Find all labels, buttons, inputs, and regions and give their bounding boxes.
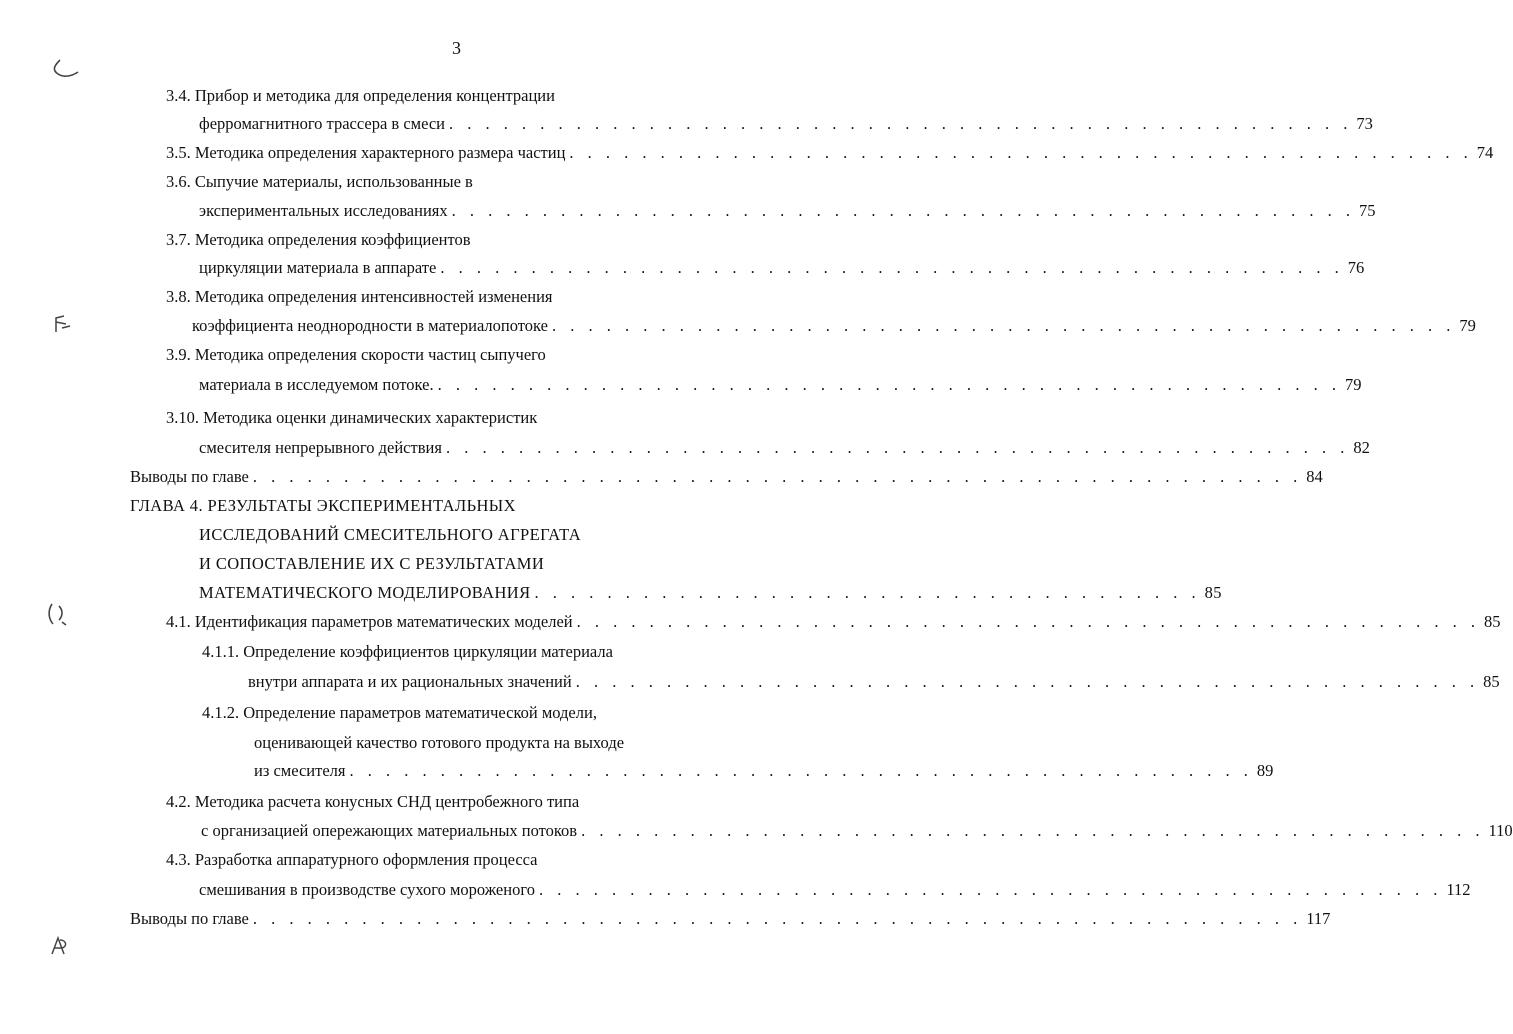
toc-entry-3-5[interactable] <box>166 143 1494 163</box>
toc-page-number: 73 <box>1356 114 1373 133</box>
toc-entry-label: внутри аппарата и их рациональных значений <box>248 672 572 691</box>
toc-entry-3-8-title: 3.8. Методика определения интенсивностей изменения <box>166 287 553 306</box>
toc-entry-label: экспериментальных исследованиях <box>199 201 448 220</box>
toc-entry-3-9-title: 3.9. Методика определения скорости частиц сыпучего <box>166 345 546 364</box>
dot-leader: . . . . . . . . . . . . . . . . . . . . . . . . . . . . . . . . . . . . . . . . . . . . . . . . . . <box>569 143 1473 162</box>
scan-artifact-mark <box>44 600 70 628</box>
toc-entry-4-3[interactable] <box>199 880 1471 900</box>
toc-page-number: 79 <box>1344 375 1362 394</box>
toc-page-number: 82 <box>1353 438 1370 457</box>
chapter-4-heading-line-1: ГЛАВА 4. РЕЗУЛЬТАТЫ ЭКСПЕРИМЕНТАЛЬНЫХ <box>130 496 516 515</box>
toc-entry-label: 4.1. Идентификация параметров математических моделей <box>166 612 573 631</box>
scan-artifact-mark <box>46 56 82 84</box>
dot-leader: . . . . . . . . . . . . . . . . . . . . . . . . . . . . . . . . . . . . . . . . . . . . . . . . . . <box>448 114 1353 133</box>
dot-leader: . . . . . . . . . . . . . . . . . . . . . . . . . . . . . . . . . . . . . . . . . . . . . . . . . . <box>451 201 1356 220</box>
toc-conclusions-chapter-4[interactable] <box>130 909 1331 929</box>
toc-entry-label: Выводы по главе <box>130 909 249 928</box>
toc-entry-label: 3.5. Методика определения характерного размера частиц <box>166 143 566 162</box>
toc-conclusions-chapter-3[interactable] <box>130 467 1323 487</box>
toc-entry-label: ферромагнитного трассера в смеси <box>199 114 445 133</box>
toc-page-number: 76 <box>1347 258 1365 277</box>
toc-entry-3-10[interactable] <box>199 438 1370 458</box>
chapter-4-heading-line-3: И СОПОСТАВЛЕНИЕ ИХ С РЕЗУЛЬТАТАМИ <box>199 554 545 573</box>
dot-leader: . . . . . . . . . . . . . . . . . . . . . . . . . . . . . . . . . . . . . . . . . . . . . . . . . . <box>445 438 1350 457</box>
toc-page-number: 79 <box>1459 316 1476 335</box>
chapter-4-heading-line-2: ИССЛЕДОВАНИЙ СМЕСИТЕЛЬНОГО АГРЕГАТА <box>199 525 582 544</box>
dot-leader: . . . . . . . . . . . . . . . . . . . . . . . . . . . . . . . . . . . . . . . . . . . . . . . . . . <box>440 258 1344 277</box>
dot-leader: . . . . . . . . . . . . . . . . . . . . . . . . . . . . . . . . . . . . . . . . . . . . . . . . . . <box>349 761 1253 780</box>
dot-leader: . . . . . . . . . . . . . . . . . . . . . . . . . . . . . . . . . . . . . . . . . . . . . . . . . . <box>581 821 1485 840</box>
toc-entry-3-4[interactable] <box>199 114 1373 134</box>
page-number: 3 <box>452 38 461 58</box>
toc-entry-label: Выводы по главе <box>130 467 249 486</box>
toc-entry-3-6[interactable] <box>199 201 1376 221</box>
toc-entry-3-6-title: 3.6. Сыпучие материалы, использованные в <box>166 172 473 191</box>
toc-entry-4-1-1[interactable] <box>248 672 1500 692</box>
dot-leader: . . . . . . . . . . . . . . . . . . . . . . . . . . . . . . . . . . . . . . . . . . . . . . . . . . . . . . . . . . <box>252 909 1303 928</box>
toc-entry-3-7-title: 3.7. Методика определения коэффициентов <box>166 230 471 249</box>
toc-entry-4-3-title: 4.3. Разработка аппаратурного оформления процесса <box>166 850 538 869</box>
toc-entry-label: с организацией опережающих материальных потоков <box>201 821 578 840</box>
toc-entry-3-4-title: 3.4. Прибор и методика для определения концентрации <box>166 86 555 105</box>
toc-page-number: 75 <box>1359 201 1376 220</box>
toc-entry-label: из смесителя <box>254 761 346 780</box>
toc-page-number: 85 <box>1204 583 1222 602</box>
toc-page-number: 117 <box>1306 909 1331 928</box>
toc-page-number: 74 <box>1476 143 1494 162</box>
toc-page-number: 110 <box>1488 821 1513 840</box>
dot-leader: . . . . . . . . . . . . . . . . . . . . . . . . . . . . . . . . . . . . . . . . . . . . . . . . . . <box>551 316 1456 335</box>
dot-leader: . . . . . . . . . . . . . . . . . . . . . . . . . . . . . . . . . . . . . . . . . . . . . . . . . . <box>538 880 1443 899</box>
toc-page-number: 84 <box>1306 467 1323 486</box>
scan-artifact-mark <box>46 934 74 960</box>
dot-leader: . . . . . . . . . . . . . . . . . . . . . . . . . . . . . . . . . . . . . . . . . . . . . . . . . . <box>437 375 1341 394</box>
toc-page-number: 85 <box>1484 612 1501 631</box>
toc-entry-3-9[interactable] <box>199 375 1362 395</box>
toc-entry-4-1-1-title: 4.1.1. Определение коэффициентов циркуляции материала <box>202 642 613 661</box>
scan-artifact-mark <box>50 312 76 336</box>
toc-entry-4-2[interactable] <box>201 821 1513 841</box>
toc-entry-label: циркуляции материала в аппарате <box>199 258 437 277</box>
toc-entry-4-1-2-title: 4.1.2. Определение параметров математической модели, <box>202 703 597 722</box>
toc-entry-4-2-title: 4.2. Методика расчета конусных СНД центробежного типа <box>166 792 580 811</box>
toc-entry-label: МАТЕМАТИЧЕСКОГО МОДЕЛИРОВАНИЯ <box>199 583 531 602</box>
toc-entry-3-8[interactable] <box>192 316 1476 336</box>
toc-page-number: 112 <box>1446 880 1471 899</box>
dot-leader: . . . . . . . . . . . . . . . . . . . . . . . . . . . . . . . . . . . . . . . . . . . . . . . . . . <box>575 672 1480 691</box>
toc-entry-label: материала в исследуемом потоке. <box>199 375 434 394</box>
toc-chapter-4[interactable] <box>199 583 1222 603</box>
toc-entry-3-7[interactable] <box>199 258 1365 278</box>
toc-entry-4-1[interactable] <box>166 612 1501 632</box>
toc-entry-label: коэффициента неоднородности в материалопотоке <box>192 316 548 335</box>
toc-entry-4-1-2[interactable] <box>254 761 1274 781</box>
dot-leader: . . . . . . . . . . . . . . . . . . . . . . . . . . . . . . . . . . . . . <box>534 583 1201 602</box>
toc-page-number: 85 <box>1483 672 1500 691</box>
dot-leader: . . . . . . . . . . . . . . . . . . . . . . . . . . . . . . . . . . . . . . . . . . . . . . . . . . <box>576 612 1480 631</box>
toc-page-number: 89 <box>1256 761 1274 780</box>
toc-entry-label: смесителя непрерывного действия <box>199 438 442 457</box>
toc-entry-4-1-2-line-2: оценивающей качество готового продукта на выходе <box>254 733 625 752</box>
toc-entry-label: смешивания в производстве сухого мороженого <box>199 880 535 899</box>
dot-leader: . . . . . . . . . . . . . . . . . . . . . . . . . . . . . . . . . . . . . . . . . . . . . . . . . . . . . . . . . . <box>252 467 1303 486</box>
toc-entry-3-10-title: 3.10. Методика оценки динамических характеристик <box>166 408 538 427</box>
